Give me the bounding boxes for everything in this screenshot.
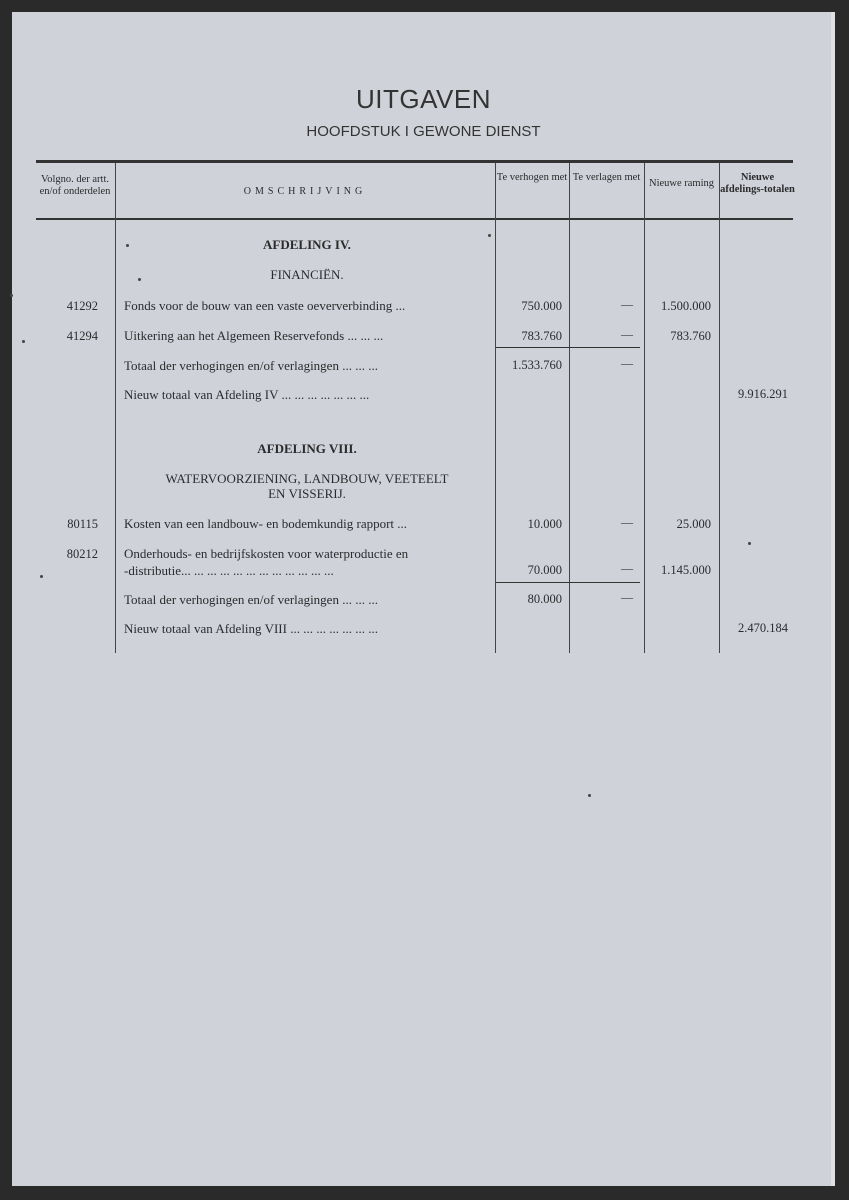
row-description-line2: -distributie... ... ... ... ... ... ... ... ... ... ... ... [124, 563, 334, 578]
row-nieuwe-raming: 25.000 [676, 517, 711, 531]
row-code: 41294 [66, 329, 98, 343]
row-te-verhogen: 783.760 [521, 329, 562, 343]
new-total-value: 2.470.184 [738, 621, 788, 635]
print-speck [588, 794, 591, 797]
new-total-value: 9.916.291 [738, 387, 788, 401]
column-divider [644, 163, 645, 653]
new-total-label: Nieuw totaal van Afdeling IV ... ... ... ... ... ... ... [124, 387, 370, 402]
print-speck [126, 244, 129, 247]
row-te-verlagen: — [621, 327, 633, 341]
print-speck [22, 340, 25, 343]
total-te-verlagen: — [621, 356, 633, 370]
row-te-verhogen: 70.000 [527, 563, 562, 577]
row-te-verlagen: — [621, 515, 633, 529]
total-label: Totaal der verhogingen en/of verlagingen ... ... ... [124, 358, 378, 373]
col-header-te-verhogen: Te verhogen met [496, 172, 568, 183]
row-nieuwe-raming: 783.760 [670, 329, 711, 343]
table-top-rule [36, 160, 793, 163]
row-te-verhogen: 750.000 [521, 299, 562, 313]
row-code: 80212 [66, 547, 98, 561]
row-code: 41292 [66, 299, 98, 313]
row-te-verlagen: — [621, 297, 633, 311]
row-description: Uitkering aan het Algemeen Reservefonds ... ... ... [124, 328, 384, 343]
print-speck [10, 294, 13, 297]
col-header-volgno: Volgno. der artt. en/of onderdelen [39, 174, 111, 197]
page-edge [831, 12, 835, 1186]
column-divider [569, 163, 570, 653]
row-description: Fonds voor de bouw van een vaste oeververbinding ... [124, 298, 406, 313]
table-header-rule [36, 218, 793, 220]
total-te-verlagen: — [621, 590, 633, 604]
total-te-verhogen: 80.000 [527, 592, 562, 606]
row-description: Kosten van een landbouw- en bodemkundig rapport ... [124, 516, 408, 531]
column-divider [719, 163, 720, 653]
section-heading: AFDELING IV. [263, 237, 351, 252]
total-label: Totaal der verhogingen en/of verlagingen ... ... ... [124, 592, 378, 607]
section-heading: AFDELING VIII. [257, 441, 357, 456]
col-header-omschrijving: OMSCHRIJVING [243, 186, 367, 197]
print-speck [488, 234, 491, 237]
new-total-label: Nieuw totaal van Afdeling VIII ... ... ... ... ... ... ... [124, 621, 378, 636]
row-nieuwe-raming: 1.145.000 [661, 563, 711, 577]
col-header-afdelingstotalen: Nieuwe afdelings-totalen [720, 172, 795, 195]
col-header-te-verlagen: Te verlagen met [572, 172, 641, 183]
print-speck [40, 575, 43, 578]
section-subheading: FINANCIËN. [270, 267, 344, 282]
section-subheading-line2: EN VISSERIJ. [268, 486, 346, 501]
sum-rule [496, 347, 640, 348]
row-code: 80115 [67, 517, 98, 531]
print-speck [748, 542, 751, 545]
row-te-verhogen: 10.000 [527, 517, 562, 531]
row-te-verlagen: — [621, 561, 633, 575]
print-speck [138, 278, 141, 281]
col-header-nieuwe-raming: Nieuwe raming [648, 178, 715, 189]
total-te-verhogen: 1.533.760 [512, 358, 562, 372]
row-description: Onderhouds- en bedrijfskosten voor waterproductie en [124, 546, 409, 561]
column-divider [115, 163, 116, 653]
row-nieuwe-raming: 1.500.000 [661, 299, 711, 313]
section-subheading: WATERVOORZIENING, LANDBOUW, VEETEELT [165, 471, 449, 486]
column-divider [495, 163, 496, 653]
sum-rule [496, 582, 640, 583]
document-page [12, 12, 835, 1186]
page-title: UITGAVEN [356, 84, 491, 114]
page-subtitle: HOOFDSTUK I GEWONE DIENST [306, 123, 541, 140]
